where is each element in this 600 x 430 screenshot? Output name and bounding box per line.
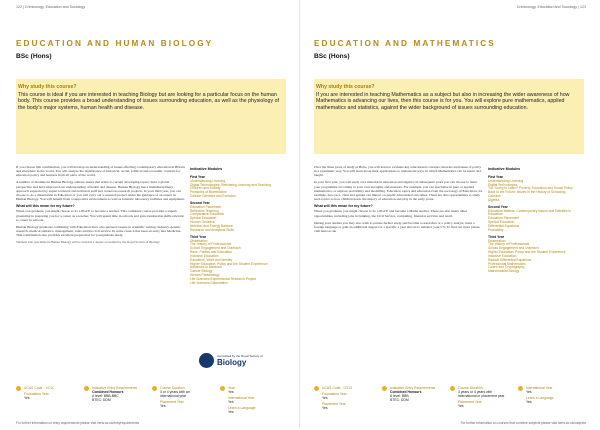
fact-value: Yes: [24, 396, 30, 400]
why-study-text: If you are interested in teaching Mathematics as a subject but also in increasing the wider awareness of how Mathematics is advancing our lives, then this course is for you. You will explore pure mathematics, applied mathematics and statistics, against the wider background of issues surrounding education.: [316, 92, 570, 111]
why-study-band: [16, 79, 286, 154]
body-paragraph: If you choose this combination, you will develop an understanding of issues affecting contemporary education in Britain and elsewhere in the world. You will analyse the significance of historical, social, political and economic contexts for education policy and learners from all parts of the world.: [16, 165, 185, 178]
module-item: Cancer Biology: [190, 269, 213, 274]
fact-label: Foundation Year: [24, 392, 49, 396]
right-page: [300, 0, 600, 428]
fact-label: Placement Year: [322, 402, 346, 406]
fact-column: [314, 386, 370, 410]
fact-value: Yes: [228, 410, 234, 414]
why-study-heading: Why study this course?: [316, 84, 375, 90]
fact-value: 3 or 4 years with an international year: [160, 390, 190, 398]
module-item: Codes and Cryptography: [488, 265, 525, 270]
module-item: School Engagement and Outreach: [488, 246, 539, 251]
accreditation-note: Students who specialise in Human Biology will be awarded a degree accredited by the Royal Society of Biology.: [16, 240, 161, 245]
running-header: Criminology, Education and Sociology | 123: [516, 5, 586, 9]
info-dot-icon: [382, 386, 387, 391]
module-item: Back to the Future: Issues in the History of Schooling: [488, 190, 566, 195]
module-item: Probability: [488, 227, 504, 232]
module-item: Education Placement: [190, 204, 222, 209]
seal-icon: [199, 353, 214, 368]
module-year-heading: First Year: [488, 174, 503, 179]
fact-value: Combined Honours: [390, 390, 422, 394]
module-item: Human Genetics: [190, 220, 215, 225]
module-item: Advances in Medicine: [190, 265, 223, 270]
logo-tagline: Accredited by the Royal Society of: [217, 354, 263, 358]
body-text: [16, 165, 186, 248]
module-item: Cellular Genetics and Evolution: [190, 194, 236, 199]
fact-column: [152, 386, 208, 408]
course-title: EDUCATION AND MATHEMATICS: [314, 39, 496, 48]
module-item: Radical Differential Equations: [488, 257, 532, 262]
fact-value: Combined Honours: [92, 390, 124, 394]
fact-value: Yes: [526, 400, 532, 404]
module-year-heading: Second Year: [488, 204, 508, 209]
module-item: School Engagement and Outreach: [190, 246, 241, 251]
module-year-heading: Third Year: [488, 234, 505, 239]
fact-label: Learn a Language: [228, 406, 256, 410]
module-item: Algebra: [488, 197, 500, 202]
fact-value: Yes: [228, 400, 234, 404]
fact-value: Yes: [160, 404, 166, 408]
degree-label: BSc (Hons): [314, 53, 350, 60]
module-item: Too Young to Learn? Poverty, Education and Social Policy: [488, 186, 573, 191]
why-study-text: This course is ideal if you are interested in teaching Biology but are looking for a particular focus on the human body. This course provides a broad understanding of issues surrounding education, as well as the physiology of the body's major systems, human health and disease.: [18, 92, 279, 111]
fact-value: 3 years or 4 years with international or placement year: [458, 390, 505, 398]
module-item: Race, Politics and Education: [190, 250, 232, 255]
module-item: The History of Professionals: [488, 242, 530, 247]
module-item: Research and Analytical Skills: [190, 227, 234, 232]
fact-label: Year: [228, 386, 235, 390]
running-header: 122 | Criminology, Education and Sociology: [16, 5, 86, 9]
fact-column: [382, 386, 438, 402]
module-item: Human Parasitology: [190, 273, 220, 278]
module-item: Differential Equations: [488, 223, 520, 228]
degree-label: BSc (Hons): [16, 53, 52, 60]
module-item: Special Education: [488, 220, 515, 225]
fact-value: Yes: [322, 396, 328, 400]
module-item: Digital Technologies: Rethinking Learning and Teaching: [190, 182, 271, 187]
footer-note: For further information on entry requirements please visit herts.ac.uk/entryrequirements: [16, 421, 140, 425]
module-item: Principles of Biomedicine: [190, 190, 227, 195]
module-item: Nutrition and Energy Balance: [190, 223, 233, 228]
footer-note: For further information on courses that combine subjects please visit herts.ac.uk/subjects: [460, 421, 586, 425]
modules-heading: Indicative Modules: [190, 167, 223, 171]
fact-value: BTEC: DDM: [92, 398, 111, 402]
module-item: Understanding Learning: [190, 178, 226, 183]
fact-column: [220, 386, 276, 414]
fact-value: BTEC: DDM: [390, 398, 409, 402]
fact-label: Indicative Entry Requirements: [390, 386, 436, 390]
module-item: Education Matters: Contemporary Issues and Debates in Education: [488, 208, 571, 217]
royal-society-biology-logo: [199, 353, 271, 371]
fact-label: Placement Year: [160, 400, 184, 404]
module-item: Education Placement: [488, 216, 520, 221]
info-dot-icon: [314, 386, 319, 391]
info-dot-icon: [16, 386, 21, 391]
fact-label: Indicative Entry Requirements: [92, 386, 138, 390]
why-study-heading: Why study this course?: [18, 84, 77, 90]
module-year-heading: First Year: [190, 174, 205, 179]
fact-value: Yes: [526, 390, 532, 394]
body-paragraph: Human Biology graduates combining with Education have also pursued careers in scientific writing, industry, genetic research, medical statistics, management, sales and the civil service. In some cases it has been an entry into Medicine. This combination also provides excellent preparation for postgraduate study.: [16, 224, 182, 238]
body-paragraph: In your first year, you will study core material in education and algebra. In subsequent years you can choose to tailor your programme according to your own strengths and interests. For example, you can specialise in pure or applied mathematics, or explore probability and modelling. Education topics and education from the sociology of Education, for example, how race, class and gender can impact on pupils' educational outcomes. There are also opportunities to study such topics as how children learn, the history of education and play in the early years.: [314, 180, 483, 202]
indicative-modules: [488, 168, 580, 274]
fact-column: [84, 386, 140, 402]
info-dot-icon: [518, 386, 523, 391]
info-dot-icon: [450, 386, 455, 391]
body-paragraph: During your studies you may also wish to pursue further study and become a researcher or a policy analyst, learn a foreign language or gain an additional degree for a specific a year abroad to enhance your CV. To find out more please visit herts.ac.uk: [314, 220, 480, 234]
module-item: Children and Society: [190, 186, 221, 191]
fact-label: UCAS Code - XC1C: [24, 386, 55, 390]
left-page: [0, 0, 300, 428]
fact-value: A level: BBB-BBC: [92, 394, 119, 398]
info-dot-icon: [220, 386, 225, 391]
module-item: Professional Mathematics: [488, 261, 526, 266]
fact-label: Learn a Language: [526, 396, 554, 400]
course-title: EDUCATION AND HUMAN BIOLOGY: [16, 39, 214, 48]
module-item: Inclusive Education: [190, 253, 219, 258]
module-item: Life Sciences Experimental Research Project: [190, 276, 256, 281]
body-paragraph: When you graduate, you might choose to do a PGCE and become a Maths teacher. There are also many other opportunities, including jobs in banking, the Civil Service, computing, financial services and retail.: [314, 209, 468, 218]
body-text: [314, 165, 484, 236]
module-item: Digital Technologies: [488, 182, 518, 187]
info-dot-icon: [84, 386, 89, 391]
logo-wordmark: Biology: [217, 358, 247, 367]
fact-label: International Year: [526, 386, 553, 390]
module-item: Special Education: [190, 216, 217, 221]
fact-value: Yes: [322, 406, 328, 410]
fact-column: [518, 386, 574, 404]
body-paragraph: Over the three years of study at Herts, you will learn to evaluate key educational concepts, theories and issues of policy in a systematic way. You will learn about their applications to understand ways in which Mathematics can be learnt and taught.: [314, 165, 482, 178]
module-item: Life Sciences Dissertation: [190, 280, 228, 285]
fact-label: Course Duration: [160, 386, 185, 390]
module-item: Mathematical Biology: [488, 269, 520, 274]
module-item: Higher Education: Policy and the Student Experience: [190, 261, 268, 266]
module-item: Dissertation: [190, 238, 208, 243]
fact-value: A level: BBB: [390, 394, 409, 398]
module-year-heading: Third Year: [190, 234, 207, 239]
future-heading: What will this mean for my future?: [16, 204, 75, 209]
fact-label: UCAS Code - GX13: [322, 386, 353, 390]
info-dot-icon: [152, 386, 157, 391]
module-item: Comparative Education: [190, 212, 225, 217]
indicative-modules: [190, 168, 282, 286]
fact-column: [450, 386, 506, 408]
module-item: The History of Professionals: [190, 242, 232, 247]
fact-value: Yes: [228, 390, 234, 394]
fact-value: Yes: [458, 404, 464, 408]
body-paragraph: When you graduate, you might choose to do a PGCE to become a teacher. This combined course provides a superb grounding in preparing you for a career as a teacher. You will spend time in schools and gain transferable skills relevant to career in schools.: [16, 209, 184, 222]
module-item: Higher Education: Policy and the Student Experience: [488, 250, 566, 255]
fact-label: Placement Year: [458, 400, 482, 404]
module-item: Inclusive Education: [488, 253, 517, 258]
module-item: Reflective Teaching: [190, 208, 219, 213]
modules-heading: Indicative Modules: [488, 167, 521, 171]
module-item: Understanding Learning: [488, 178, 524, 183]
module-item: Dissertation: [488, 238, 506, 243]
fact-label: Course Duration: [458, 386, 483, 390]
future-heading: What will this mean for my future?: [314, 204, 373, 209]
fact-label: Foundation Year: [322, 392, 347, 396]
body-paragraph: A number of modules in Human Biology address issues that relate to current developing topics; have a global perspective and have improved our understanding of health and disease. Human Biology has a multidisciplinary approach supported by expert lecturers and technical staff and conserves research projects. In your third year, you can choose to do a dissertation in Education or you will carry out a research project under the guidance of an expert in Human Biology. You will benefit from a supportive environment as well as fantastic laboratory facilities and equipment.: [16, 180, 185, 202]
module-year-heading: Second Year: [190, 200, 210, 205]
why-study-band: [314, 79, 584, 154]
module-item: Education, Work and Identity: [190, 257, 233, 262]
fact-column: [16, 386, 72, 400]
fact-label: International Year: [228, 396, 255, 400]
module-item: Calculus: [488, 194, 501, 199]
